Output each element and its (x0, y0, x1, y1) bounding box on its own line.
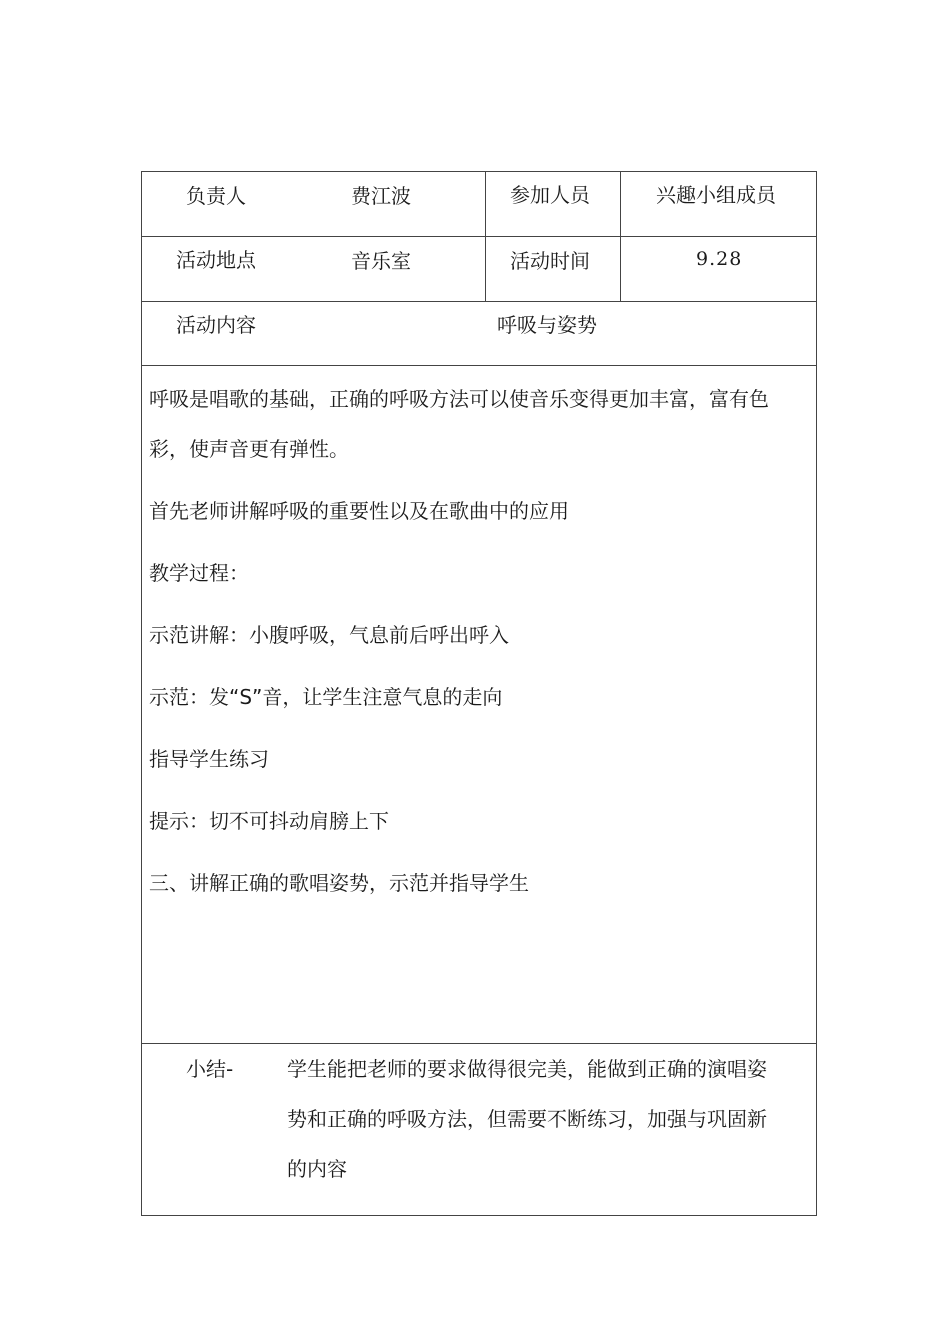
content-line: 教学过程： (149, 561, 249, 585)
content-line: 首先老师讲解呼吸的重要性以及在歌曲中的应用 (149, 499, 569, 523)
row-divider (142, 301, 816, 302)
content-line: 彩，使声音更有弹性。 (149, 437, 349, 461)
summary-text (287, 1044, 767, 1194)
summary-line: 的内容 (287, 1157, 347, 1181)
column-divider (620, 172, 621, 301)
content-line: 指导学生练习 (149, 747, 269, 771)
content-line: 提示：切不可抖动肩膀上下 (149, 809, 389, 833)
row-divider (142, 236, 816, 237)
summary-label: 小结- (186, 1057, 234, 1081)
summary-line: 势和正确的呼吸方法，但需要不断练习，加强与巩固新 (287, 1107, 767, 1131)
content-line: 呼吸是唱歌的基础，正确的呼吸方法可以使音乐变得更加丰富，富有色 (149, 387, 769, 411)
content-line: 示范：发“S”音，让学生注意气息的走向 (149, 685, 503, 709)
activity-record-form (141, 171, 817, 1216)
participants-label: 参加人员 (510, 183, 590, 207)
participants-value: 兴趣小组成员 (656, 183, 776, 207)
activity-time-label: 活动时间 (510, 249, 590, 273)
row-divider (142, 365, 816, 366)
column-divider (485, 172, 486, 301)
summary-line: 学生能把老师的要求做得很完美，能做到正确的演唱姿 (287, 1057, 767, 1081)
content-line: 三、讲解正确的歌唱姿势，示范并指导学生 (149, 871, 529, 895)
activity-time-value: 9.28 (696, 248, 743, 270)
activity-content-value: 呼吸与姿势 (497, 313, 597, 337)
responsible-person-value: 费江波 (351, 184, 411, 208)
content-line: 示范讲解：小腹呼吸，气息前后呼出呼入 (149, 623, 509, 647)
location-value: 音乐室 (351, 249, 411, 273)
activity-content-label: 活动内容 (176, 313, 256, 337)
location-label: 活动地点 (176, 248, 256, 272)
responsible-person-label: 负责人 (186, 184, 246, 208)
